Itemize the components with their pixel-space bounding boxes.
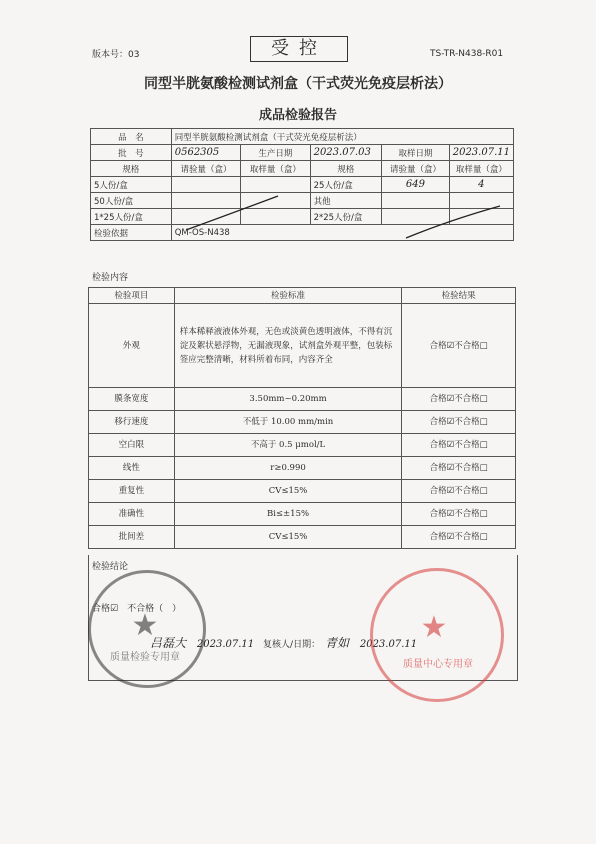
standard-accuracy: Bi≤±15% bbox=[174, 503, 402, 526]
spec-row-right: 2*25人份/盒 bbox=[310, 209, 382, 225]
qty-value: 649 bbox=[382, 177, 450, 193]
item-blank-limit: 空白限 bbox=[89, 434, 175, 457]
report-title: 同型半胱氨酸检测试剂盒（干式荧光免疫层析法） bbox=[144, 76, 452, 92]
basis-label: 检验依据 bbox=[91, 225, 172, 241]
sample-qty-header-right: 取样量（盒） bbox=[449, 161, 513, 177]
controlled-stamp: 受控 bbox=[250, 36, 348, 62]
standard-repeatability: CV≤15% bbox=[174, 480, 402, 503]
batch-value: 0562305 bbox=[171, 145, 240, 161]
result-linearity: 合格☑不合格□ bbox=[402, 457, 516, 480]
spec-row-right: 其他 bbox=[310, 193, 382, 209]
reviewer-label: 复核人/日期： bbox=[263, 640, 321, 650]
seal-label-left: 质量检验专用章 bbox=[110, 652, 180, 663]
result-repeatability: 合格☑不合格□ bbox=[402, 480, 516, 503]
col-header-standard: 检验标准 bbox=[174, 288, 402, 304]
product-name-value: 同型半胱氨酸检测试剂盒（干式荧光免疫层析法） bbox=[171, 129, 513, 145]
result-strip-width: 合格☑不合格□ bbox=[402, 388, 516, 411]
basis-value: QM-OS-N438 bbox=[171, 225, 513, 241]
result-migration-speed: 合格☑不合格□ bbox=[402, 411, 516, 434]
item-batch-variance: 批间差 bbox=[89, 526, 175, 549]
result-appearance: 合格☑不合格□ bbox=[402, 304, 516, 388]
batch-label: 批 号 bbox=[91, 145, 172, 161]
product-name-label: 品 名 bbox=[91, 129, 172, 145]
strike-left bbox=[186, 196, 278, 230]
report-subtitle: 成品检验报告 bbox=[258, 108, 337, 123]
sample-qty-header-left: 取样量（盒） bbox=[241, 161, 310, 177]
standard-appearance: 样本稀释液液体外观，无色或淡黄色透明液体，不得有沉淀及絮状悬浮物，无漏液现象，试剂盒外观平整，包装标签应完整清晰，材料所着布同，内容齐全 bbox=[174, 304, 402, 388]
sample-qty-value: 4 bbox=[449, 177, 513, 193]
standard-strip-width: 3.50mm~0.20mm bbox=[174, 388, 402, 411]
spec-row-left: 5人份/盒 bbox=[91, 177, 172, 193]
result-blank-limit: 合格☑不合格□ bbox=[402, 434, 516, 457]
spec-header-right: 规格 bbox=[310, 161, 382, 177]
seal-star-icon: ★ bbox=[131, 608, 159, 643]
seal-star-icon: ★ bbox=[420, 610, 448, 645]
inspector-date: 2023.07.11 bbox=[196, 639, 255, 650]
strike-right bbox=[406, 206, 500, 238]
sampling-date-value: 2023.07.11 bbox=[449, 145, 513, 161]
result-accuracy: 合格☑不合格□ bbox=[402, 503, 516, 526]
col-header-item: 检验项目 bbox=[89, 288, 175, 304]
item-strip-width: 膜条宽度 bbox=[89, 388, 175, 411]
spec-row-left: 1*25人份/盒 bbox=[91, 209, 172, 225]
version-number: 版本号：03 bbox=[92, 50, 140, 60]
spec-header-left: 规格 bbox=[91, 161, 172, 177]
reviewer-date: 2023.07.11 bbox=[359, 639, 418, 650]
standard-batch-variance: CV≤15% bbox=[174, 526, 402, 549]
standard-linearity: r≥0.990 bbox=[174, 457, 402, 480]
spec-row-right: 25人份/盒 bbox=[310, 177, 382, 193]
inspector-signature: 吕磊大 bbox=[150, 636, 187, 650]
conclusion-label: 检验结论 bbox=[92, 562, 129, 572]
production-date-value: 2023.07.03 bbox=[310, 145, 382, 161]
inspection-section-label: 检验内容 bbox=[92, 273, 129, 283]
document-code: TS-TR-N438-R01 bbox=[430, 49, 504, 59]
seal-label-right: 质量中心专用章 bbox=[403, 659, 473, 670]
item-migration-speed: 移行速度 bbox=[89, 411, 175, 434]
conclusion-result: 合格☑ 不合格（ ） bbox=[92, 604, 182, 614]
standard-blank-limit: 不高于 0.5 μmol/L bbox=[174, 434, 402, 457]
qty-header-right: 请验量（盒） bbox=[382, 161, 450, 177]
spec-row-left: 50人份/盒 bbox=[91, 193, 172, 209]
production-date-label: 生产日期 bbox=[241, 145, 310, 161]
item-appearance: 外观 bbox=[89, 304, 175, 388]
item-linearity: 线性 bbox=[89, 457, 175, 480]
item-repeatability: 重复性 bbox=[89, 480, 175, 503]
sampling-date-label: 取样日期 bbox=[382, 145, 450, 161]
inspection-table bbox=[88, 287, 516, 549]
qty-header-left: 请验量（盒） bbox=[171, 161, 240, 177]
standard-migration-speed: 不低于 10.00 mm/min bbox=[174, 411, 402, 434]
item-accuracy: 准确性 bbox=[89, 503, 175, 526]
result-batch-variance: 合格☑不合格□ bbox=[402, 526, 516, 549]
reviewer-signature: 青如 bbox=[324, 636, 349, 650]
col-header-result: 检验结果 bbox=[402, 288, 516, 304]
